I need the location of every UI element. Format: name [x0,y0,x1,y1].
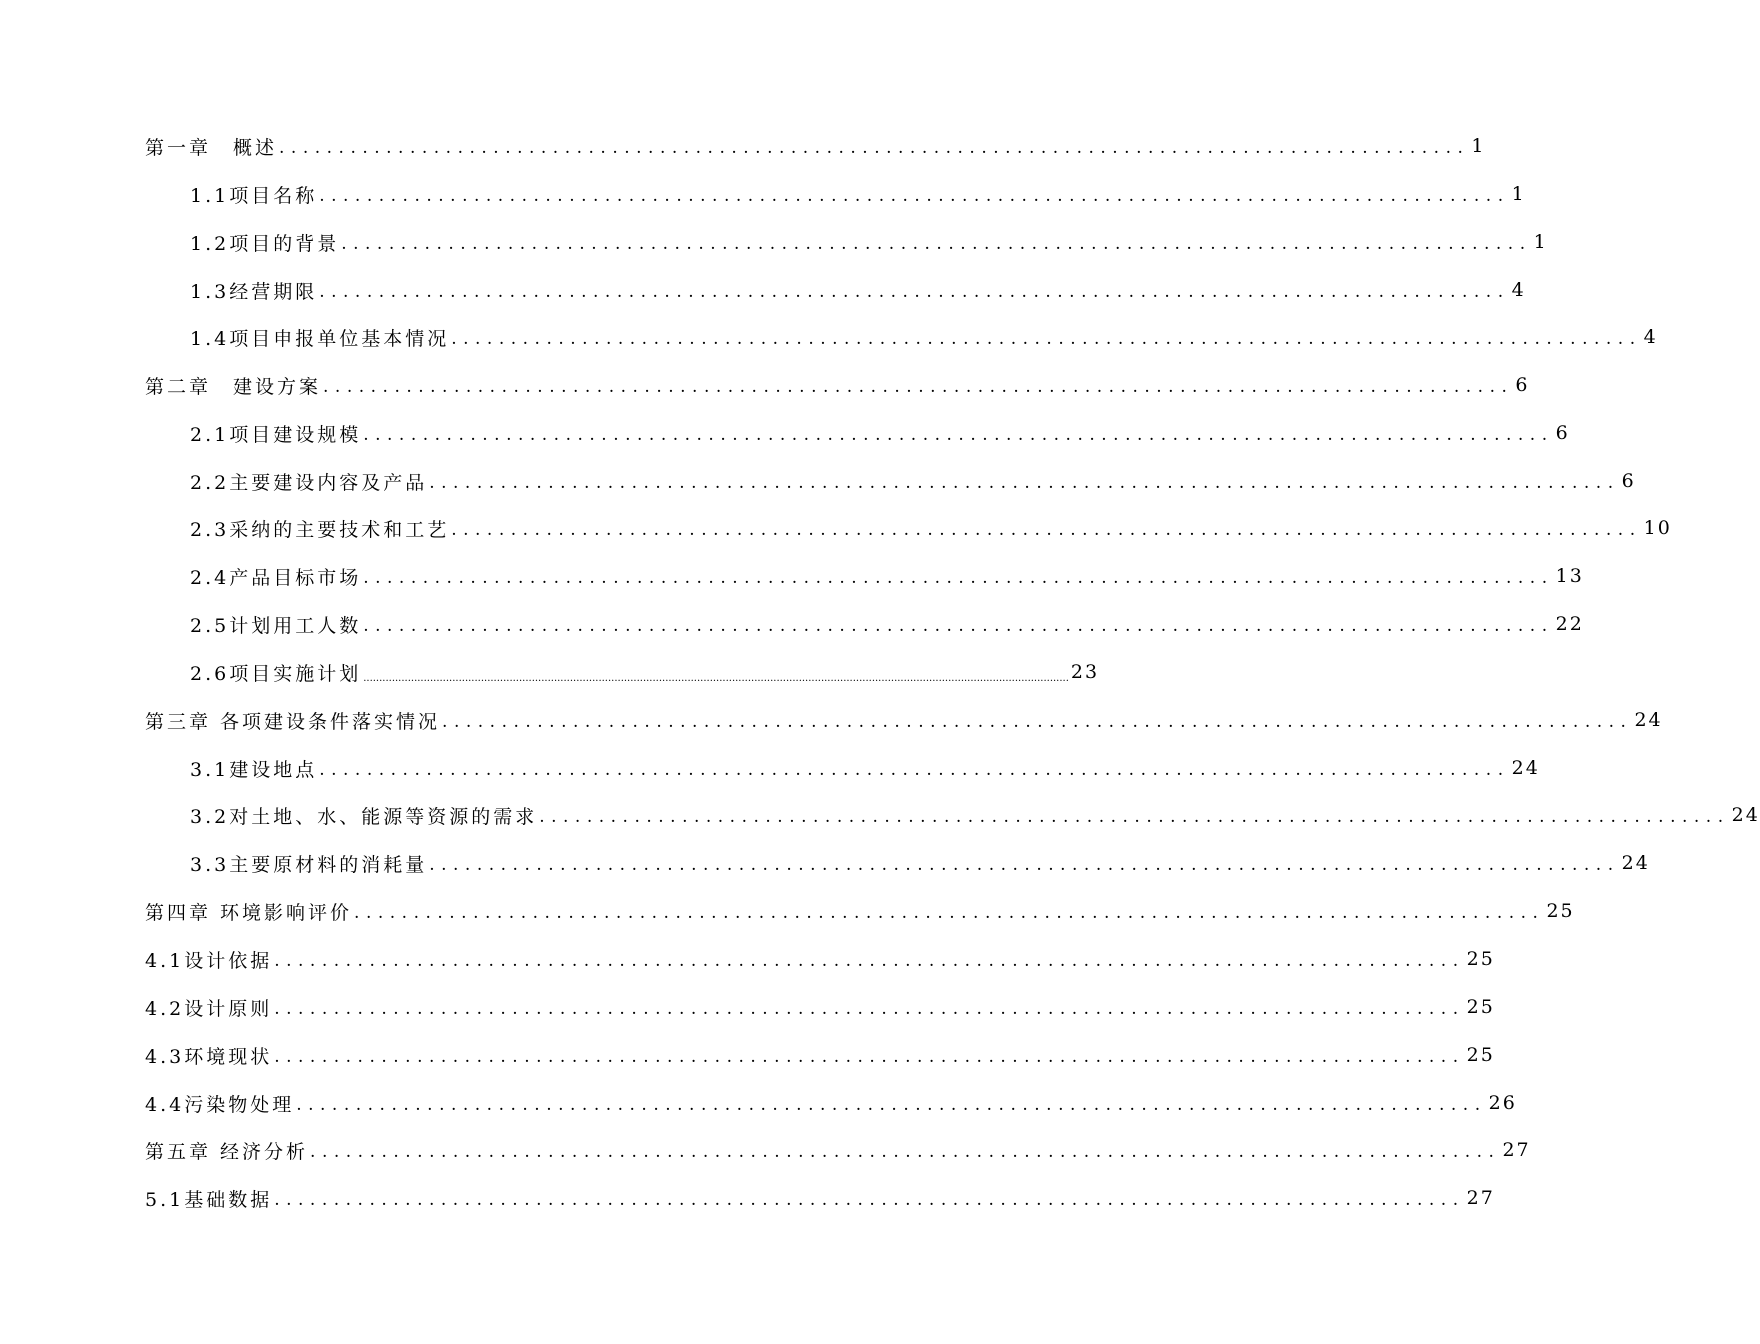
toc-leader-dots: .............................................................................................................................................................................................................................. [363,672,1069,684]
toc-entry-title: 4.1设计依据 [145,949,273,972]
toc-leader-dots: .................................................................................................... [279,138,1470,158]
toc-entry[interactable] [190,657,1100,687]
toc-leader-dots: .................................................................................................... [296,1095,1487,1115]
toc-entry[interactable] [145,1040,1495,1070]
toc-leader-dots: .................................................................................................... [274,1190,1465,1210]
toc-entry-title: 3.3主要原材料的消耗量 [190,853,428,876]
toc-leader-dots: .................................................................................................... [319,760,1510,780]
toc-leader-dots: .................................................................................................... [319,282,1510,302]
toc-leader-dots: .................................................................................................... [341,234,1532,254]
toc-leader-dots: .................................................................................................... [451,520,1642,540]
toc-entry[interactable] [145,896,1575,926]
toc-entry[interactable] [145,370,1530,400]
toc-entry-page: 13 [1555,565,1584,587]
toc-leader-dots: .................................................................................................... [451,329,1642,349]
toc-entry-page: 1 [1533,231,1548,253]
toc-entry-page: 24 [1731,804,1760,826]
toc-leader-dots: .................................................................................................... [274,1047,1465,1067]
toc-entry-page: 4 [1511,279,1526,301]
toc-entry-page: 25 [1466,1044,1495,1066]
toc-leader-dots: .................................................................................................... [442,712,1633,732]
toc-entry[interactable] [145,705,1663,735]
toc-entry[interactable] [190,179,1526,209]
toc-entry-title: 2.2主要建设内容及产品 [190,471,428,494]
toc-entry-title: 1.1项目名称 [190,184,318,207]
toc-entry-title: 1.3经营期限 [190,280,318,303]
toc-entry[interactable] [145,944,1495,974]
toc-entry-page: 23 [1070,661,1100,683]
toc-entry-title: 4.3环境现状 [145,1045,273,1068]
toc-entry-page: 10 [1643,517,1672,539]
toc-entry-title: 2.1项目建设规模 [190,423,362,446]
toc-leader-dots: .................................................................................................... [274,999,1465,1019]
toc-entry[interactable] [190,466,1636,496]
toc-entry-page: 6 [1515,374,1530,396]
toc-entry[interactable] [145,131,1486,161]
toc-entry-page: 25 [1546,900,1575,922]
toc-entry-title: 第五章 经济分析 [145,1140,309,1163]
toc-leader-dots: .................................................................................................... [310,1142,1501,1162]
toc-entry-title: 2.3采纳的主要技术和工艺 [190,518,450,541]
toc-entry-title: 1.4项目申报单位基本情况 [190,327,450,350]
toc-entry-title: 3.1建设地点 [190,758,318,781]
toc-entry-page: 1 [1471,135,1486,157]
toc-entry-title: 2.6项目实施计划 [190,662,362,685]
toc-entry[interactable] [145,1088,1517,1118]
toc-leader-dots: .................................................................................................... [363,568,1554,588]
toc-entry-page: 25 [1466,948,1495,970]
toc-leader-dots: .................................................................................................... [274,951,1465,971]
toc-entry-page: 25 [1466,996,1495,1018]
toc-entry[interactable] [190,275,1526,305]
toc-entry-title: 4.2设计原则 [145,997,273,1020]
toc-entry[interactable] [190,513,1672,543]
toc-entry-page: 1 [1511,183,1526,205]
toc-entry[interactable] [190,800,1760,830]
toc-entry-page: 24 [1634,709,1663,731]
toc-entry-page: 27 [1466,1187,1495,1209]
toc-entry-page: 24 [1621,852,1650,874]
toc-leader-dots: .................................................................................................... [323,377,1514,397]
toc-entry-page: 6 [1555,422,1570,444]
toc-leader-dots: .................................................................................................... [539,807,1730,827]
toc-entry-page: 26 [1488,1092,1517,1114]
toc-entry[interactable] [190,561,1584,591]
toc-entry-title: 3.2对土地、水、能源等资源的需求 [190,805,538,828]
toc-entry-title: 5.1基础数据 [145,1188,273,1211]
toc-leader-dots: .................................................................................................... [429,473,1620,493]
toc-entry-title: 第三章 各项建设条件落实情况 [145,710,441,733]
toc-leader-dots: .................................................................................................... [429,855,1620,875]
toc-entry[interactable] [190,609,1584,639]
toc-leader-dots: .................................................................................................... [354,903,1545,923]
toc-entry-page: 24 [1511,757,1540,779]
toc-entry-page: 4 [1643,326,1658,348]
toc-leader-dots: .................................................................................................... [363,616,1554,636]
toc-leader-dots: .................................................................................................... [363,425,1554,445]
toc-entry-title: 2.5计划用工人数 [190,614,362,637]
toc-entry-title: 1.2项目的背景 [190,232,340,255]
toc-entry-page: 6 [1621,470,1636,492]
toc-entry[interactable] [190,753,1540,783]
toc-entry-page: 22 [1555,613,1584,635]
toc-entry[interactable] [145,992,1495,1022]
toc-entry-title: 2.4产品目标市场 [190,566,362,589]
toc-entry[interactable] [190,227,1548,257]
toc-entry[interactable] [145,1183,1495,1213]
toc-entry-page: 27 [1502,1139,1531,1161]
toc-entry[interactable] [190,418,1570,448]
toc-leader-dots: .................................................................................................... [319,186,1510,206]
toc-entry[interactable] [145,1135,1531,1165]
toc-entry[interactable] [190,322,1658,352]
toc-entry-title: 第一章 概述 [145,136,278,159]
toc-entry-title: 第二章 建设方案 [145,375,322,398]
toc-entry[interactable] [190,848,1650,878]
toc-entry-title: 4.4污染物处理 [145,1093,295,1116]
toc-entry-title: 第四章 环境影响评价 [145,901,353,924]
